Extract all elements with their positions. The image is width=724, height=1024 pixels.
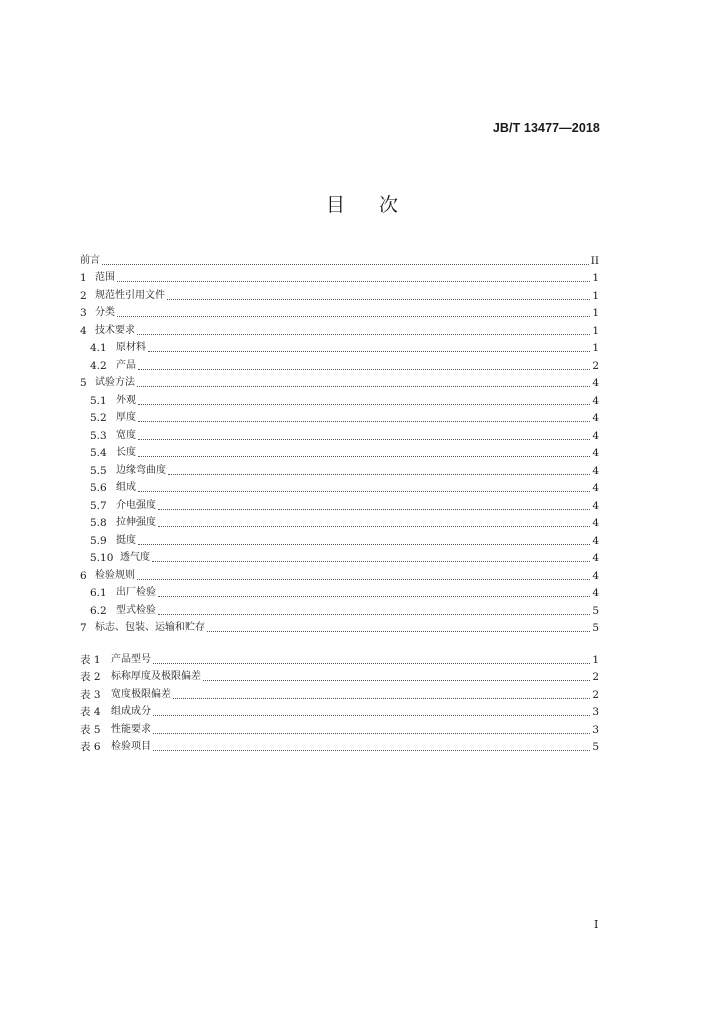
dot-leader [138,403,590,405]
toc-entry-5-10[interactable] [80,547,599,565]
toc-entry-page: 1 [592,272,599,284]
dot-leader [137,333,590,335]
toc-entry-page: 5 [592,622,599,634]
toc-table-number: 表 1 [80,653,101,666]
toc-entry-label: 范围 [95,272,115,283]
toc-entry-label: 透气度 [120,552,150,563]
dot-leader [153,749,590,751]
toc-table-page: 3 [592,706,599,718]
toc-entry-page: 4 [592,429,599,442]
toc-entry-number: 6.2 [90,604,107,617]
toc-entry-number: 5.2 [90,412,107,424]
toc-entry-number: 5.6 [90,482,107,494]
toc-entry-3[interactable] [80,302,599,320]
toc-entry-label: 拉伸强度 [116,517,156,528]
toc-entry-label: 检验规则 [95,569,135,581]
toc-entry-label: 分类 [95,307,115,318]
toc-entry-page: 1 [592,342,599,354]
toc-entry-label: 试验方法 [95,377,135,388]
toc-entry-5-4[interactable] [80,442,599,460]
dot-leader [158,508,590,510]
toc-table-2[interactable] [80,666,599,684]
toc-table-label: 性能要求 [111,723,151,735]
toc-entry-page: 4 [592,569,599,582]
toc-entry-label: 组成 [116,482,136,493]
toc-entry-label: 介电强度 [116,499,156,511]
toc-entry-number: 2 [80,289,87,302]
toc-entry-page: 4 [592,587,599,599]
toc-entry-6-2[interactable] [80,599,599,617]
toc-title [0,190,724,217]
toc-entry-number: 3 [80,307,87,319]
toc-table-number: 表 6 [80,741,101,753]
toc-entry-5-6[interactable] [80,477,599,495]
toc-entry-number: 1 [80,272,87,284]
toc-entry-number: 4.2 [90,359,107,372]
toc-entry-page: 4 [592,394,599,407]
toc-entry-page: 1 [592,307,599,319]
toc-entry-number: 5.7 [90,499,107,512]
toc-entry-number: 5.8 [90,517,107,529]
toc-entry-foreword[interactable] [80,249,599,267]
toc-entry-4[interactable] [80,319,599,337]
toc-entry-5-3[interactable] [80,424,599,442]
toc-entry-5-5[interactable] [80,459,599,477]
toc-entry-page: II [590,254,599,267]
toc-table-3[interactable] [80,683,599,701]
dot-leader [138,543,590,545]
toc-entry-5-9[interactable] [80,529,599,547]
toc-table-page: 2 [592,671,599,683]
toc-entry-label: 产品 [116,359,136,371]
toc-entry-5-8[interactable] [80,512,599,530]
dot-leader [158,595,590,597]
toc-entry-page: 1 [592,289,599,302]
standard-number: JB/T 13477—2018 [492,121,600,135]
toc-entry-label: 外观 [116,394,136,406]
dot-leader [102,263,589,265]
toc-entry-number: 4 [80,324,87,337]
toc-entry-6[interactable] [80,564,599,582]
toc-entry-2[interactable] [80,284,599,302]
toc-table-number: 表 2 [80,671,101,683]
toc-entry-number: 5.4 [90,447,107,459]
toc-entry-number: 4.1 [90,342,107,354]
dot-leader [158,525,590,527]
toc-entry-5-1[interactable] [80,389,599,407]
dot-leader [138,438,590,440]
toc-entry-number: 5.9 [90,534,107,547]
dot-leader [117,315,590,317]
toc-table-label: 产品型号 [111,653,151,665]
toc-entry-page: 4 [592,377,599,389]
toc-entry-label: 技术要求 [95,324,135,336]
toc-entry-4-2[interactable] [80,354,599,372]
toc-entry-number: 6.1 [90,587,107,599]
dot-leader [173,697,590,699]
toc-entry-label: 边缘弯曲度 [116,464,166,476]
toc-table-4[interactable] [80,701,599,719]
dot-leader [153,732,590,734]
dot-leader [137,385,590,387]
toc-entry-number: 5.5 [90,464,107,477]
toc-table-label: 宽度极限偏差 [111,688,171,700]
dot-leader [153,662,590,664]
toc-entry-label: 宽度 [116,429,136,441]
toc-entry-page: 5 [592,604,599,617]
toc-entry-label: 规范性引用文件 [95,289,165,301]
toc-entry-4-1[interactable] [80,337,599,355]
toc-entry-1[interactable] [80,267,599,285]
toc-table-label: 检验项目 [111,741,151,752]
toc-entry-page: 4 [592,447,599,459]
dot-leader [153,714,590,716]
dot-leader [117,280,590,282]
toc-entry-label: 前言 [80,254,100,266]
page-folio: I [594,918,599,931]
toc-entry-label: 原材料 [116,342,146,353]
toc-table-number: 表 5 [80,723,101,736]
toc-entry-7[interactable] [80,617,599,635]
toc-table-page: 1 [592,653,599,666]
dot-leader [137,578,590,580]
dot-leader [138,420,590,422]
dot-leader [167,298,590,300]
toc-entry-page: 4 [592,412,599,424]
toc-entry-page: 1 [592,324,599,337]
toc-entry-number: 5.10 [90,552,114,564]
toc-entry-page: 4 [592,464,599,477]
dot-leader [152,560,590,562]
toc-entry-label: 型式检验 [116,604,156,616]
toc-entry-label: 长度 [116,447,136,458]
dot-leader [138,490,590,492]
toc-entry-label: 挺度 [116,534,136,546]
toc-table-page: 3 [592,723,599,736]
dot-leader [148,350,590,352]
toc-list [80,249,599,753]
toc-entry-5[interactable] [80,372,599,390]
dot-leader [138,455,590,457]
toc-entry-number: 5.3 [90,429,107,442]
toc-table-number: 表 4 [80,706,101,718]
dot-leader [158,613,590,615]
toc-entry-page: 4 [592,499,599,512]
toc-table-label: 标称厚度及极限偏差 [111,671,201,682]
toc-table-page: 2 [592,688,599,701]
toc-table-page: 5 [592,741,599,753]
toc-entry-page: 2 [592,359,599,372]
toc-entry-page: 4 [592,534,599,547]
dot-leader [203,679,590,681]
dot-leader [168,473,590,475]
dot-leader [207,630,590,632]
toc-entry-page: 4 [592,517,599,529]
toc-entry-number: 7 [80,622,87,634]
toc-entry-6-1[interactable] [80,582,599,600]
toc-table-label: 组成成分 [111,706,151,717]
toc-entry-number: 6 [80,569,87,582]
toc-table-5[interactable] [80,718,599,736]
toc-title-char-2: 次 [379,194,399,216]
toc-entry-number: 5.1 [90,394,107,407]
toc-entry-label: 厚度 [116,412,136,423]
toc-entry-5-2[interactable] [80,407,599,425]
toc-entry-number: 5 [80,377,87,389]
toc-table-6[interactable] [80,736,599,754]
toc-entry-label: 标志、包装、运输和贮存 [95,622,205,633]
toc-table-number: 表 3 [80,688,101,701]
toc-entry-page: 4 [592,482,599,494]
toc-entry-5-7[interactable] [80,494,599,512]
dot-leader [138,368,590,370]
toc-table-1[interactable] [80,648,599,666]
toc-entry-label: 出厂检验 [116,587,156,598]
toc-title-char-1: 目 [325,194,345,216]
toc-entry-page: 4 [592,552,599,564]
